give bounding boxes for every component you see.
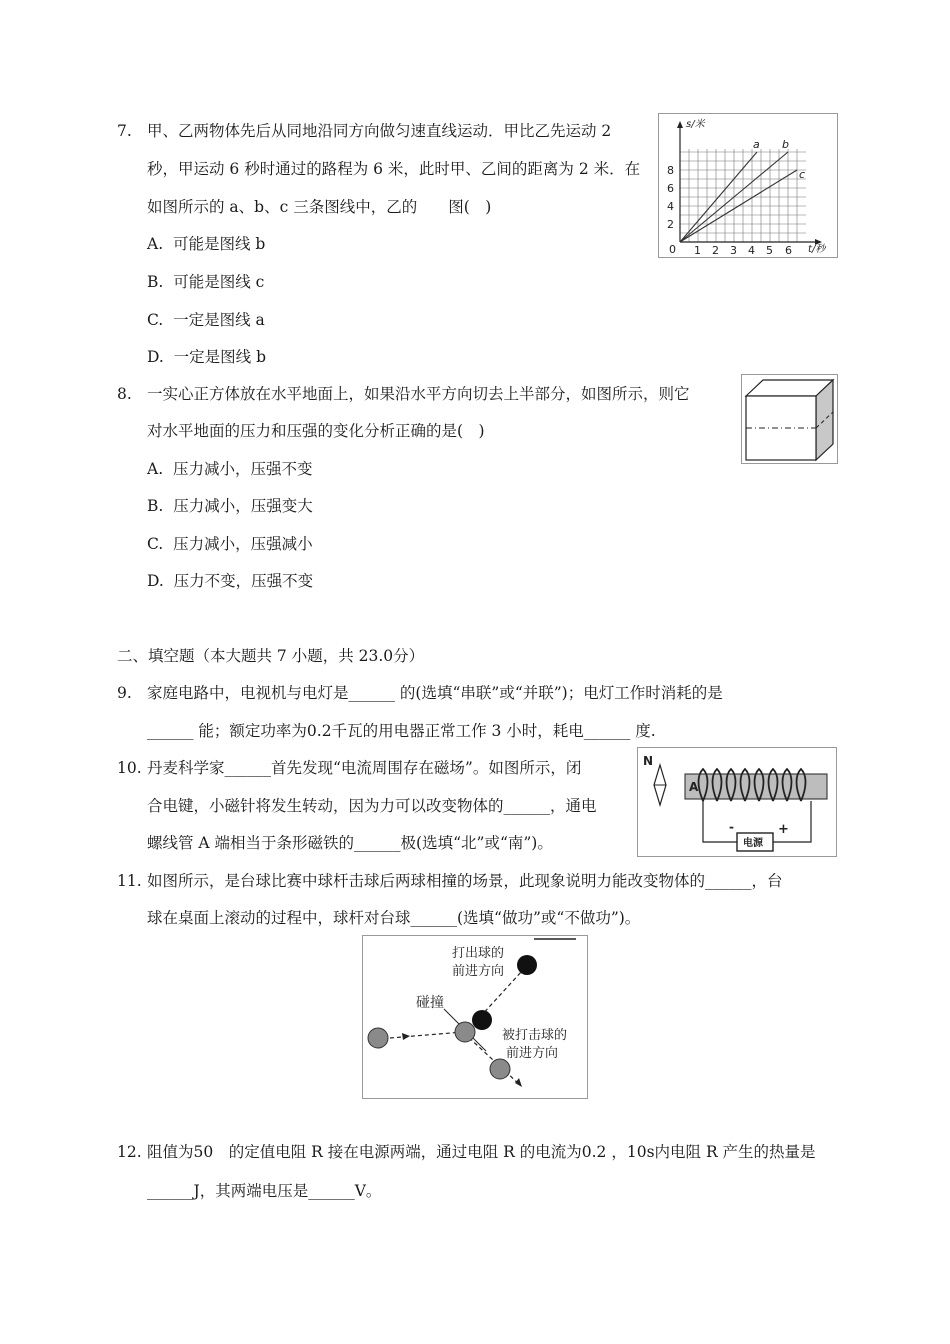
cue-ball-collision bbox=[455, 1022, 475, 1042]
q7-option-c: C. 一定是图线 a bbox=[147, 311, 265, 329]
q11-struck-label-1: 打出球的 bbox=[452, 946, 505, 961]
q7-line-label-c: c bbox=[799, 168, 806, 181]
q7-st-graph bbox=[658, 113, 838, 258]
q7-line-label-a: a bbox=[753, 138, 760, 151]
q11-struck-label-2: 前进方向 bbox=[452, 964, 505, 979]
q11-number: 11. bbox=[117, 872, 142, 890]
q10-minus-label: - bbox=[729, 820, 734, 834]
q10-text-line-1: 丹麦科学家______首先发现“电流周围存在磁场”。如图所示，闭 bbox=[147, 759, 582, 777]
q11-billiards-figure bbox=[362, 935, 588, 1099]
q11-text-line-1: 如图所示，是台球比赛中球杆击球后两球相撞的场景，此现象说明力能改变物体的______，台 bbox=[147, 872, 783, 890]
q7-option-a: A. 可能是图线 b bbox=[147, 235, 266, 253]
q10-solenoid-figure bbox=[637, 747, 837, 857]
q7-x-tick: 4 bbox=[748, 244, 755, 257]
target-ball-end bbox=[517, 955, 537, 975]
section-title-fill-in: 二、填空题（本大题共 7 小题，共 23.0分） bbox=[117, 647, 425, 665]
q12-text-line-2: ______J，其两端电压是______V。 bbox=[147, 1182, 382, 1200]
q7-option-d: D. 一定是图线 b bbox=[147, 348, 267, 366]
cue-ball-start bbox=[368, 1028, 388, 1048]
q8-option-c: C. 压力减小，压强减小 bbox=[147, 535, 313, 553]
q10-source-label: 电源 bbox=[743, 838, 763, 849]
cue-ball-end bbox=[490, 1059, 510, 1079]
q7-y-tick: 4 bbox=[667, 200, 674, 213]
q11-hit-label-1: 被打击球的 bbox=[502, 1028, 568, 1043]
q7-option-b: B. 可能是图线 c bbox=[147, 273, 265, 291]
q8-option-a: A. 压力减小，压强不变 bbox=[147, 460, 313, 478]
q10-plus-label: + bbox=[778, 822, 789, 837]
q7-origin-label: 0 bbox=[669, 243, 676, 256]
q11-collision-label: 碰撞 bbox=[416, 995, 444, 1011]
q7-x-tick: 6 bbox=[785, 244, 792, 257]
q8-option-b: B. 压力减小，压强变大 bbox=[147, 497, 313, 515]
q10-text-line-2: 合电键，小磁针将发生转动，因为力可以改变物体的______，通电 bbox=[147, 797, 597, 815]
q7-text-line-2: 秒，甲运动 6 秒时通过的路程为 6 米，此时甲、乙间的距离为 2 米．在 bbox=[147, 160, 641, 178]
q7-text-line-1: 甲、乙两物体先后从同地沿同方向做匀速直线运动．甲比乙先运动 2 bbox=[147, 122, 612, 140]
q8-option-d: D. 压力不变，压强不变 bbox=[147, 572, 314, 590]
q12-number: 12. bbox=[117, 1143, 142, 1161]
q8-cube-figure bbox=[741, 374, 838, 464]
q7-number: 7. bbox=[117, 122, 132, 140]
q7-y-tick: 2 bbox=[667, 218, 674, 231]
q10-needle-label: N bbox=[643, 754, 654, 768]
q10-coil-end-label: A bbox=[689, 780, 699, 794]
q8-text-line-2: 对水平地面的压力和压强的变化分析正确的是( ) bbox=[147, 422, 485, 440]
q7-x-axis-label: t/秒 bbox=[808, 244, 826, 255]
q7-y-tick: 6 bbox=[667, 182, 674, 195]
q11-text-line-2: 球在桌面上滚动的过程中，球杆对台球______(选填“做功”或“不做功”)。 bbox=[147, 909, 641, 927]
q7-x-tick: 3 bbox=[730, 244, 737, 257]
target-ball-collision bbox=[472, 1010, 492, 1030]
q7-x-tick: 5 bbox=[766, 244, 773, 257]
q11-hit-label-2: 前进方向 bbox=[506, 1046, 559, 1061]
q9-text-line-1: 家庭电路中，电视机与电灯是______ 的(选填“串联”或“并联”)；电灯工作时消耗的是 bbox=[147, 684, 723, 702]
q7-x-tick: 2 bbox=[712, 244, 719, 257]
q7-line-label-b: b bbox=[782, 138, 789, 151]
q7-y-tick: 8 bbox=[667, 164, 674, 177]
q8-text-line-1: 一实心正方体放在水平地面上，如果沿水平方向切去上半部分，如图所示，则它 bbox=[147, 385, 690, 403]
q10-number: 10. bbox=[117, 759, 142, 777]
q9-number: 9. bbox=[117, 684, 132, 702]
q10-text-line-3: 螺线管 A 端相当于条形磁铁的______极(选填“北”或“南”)。 bbox=[147, 834, 553, 852]
q9-text-line-2: ______ 能；额定功率为0.2千瓦的用电器正常工作 3 小时，耗电______ 度. bbox=[147, 722, 656, 740]
q7-x-tick: 1 bbox=[694, 244, 701, 257]
q8-number: 8. bbox=[117, 385, 132, 403]
q7-text-line-3: 如图所示的 a、b、c 三条图线中，乙的 图( ) bbox=[147, 198, 492, 216]
q7-y-axis-label: s/米 bbox=[686, 119, 705, 130]
q12-text-line-1: 阻值为50 的定值电阻 R 接在电源两端，通过电阻 R 的电流为0.2 ，10s内电阻 R 产生的热量是 bbox=[147, 1143, 816, 1161]
